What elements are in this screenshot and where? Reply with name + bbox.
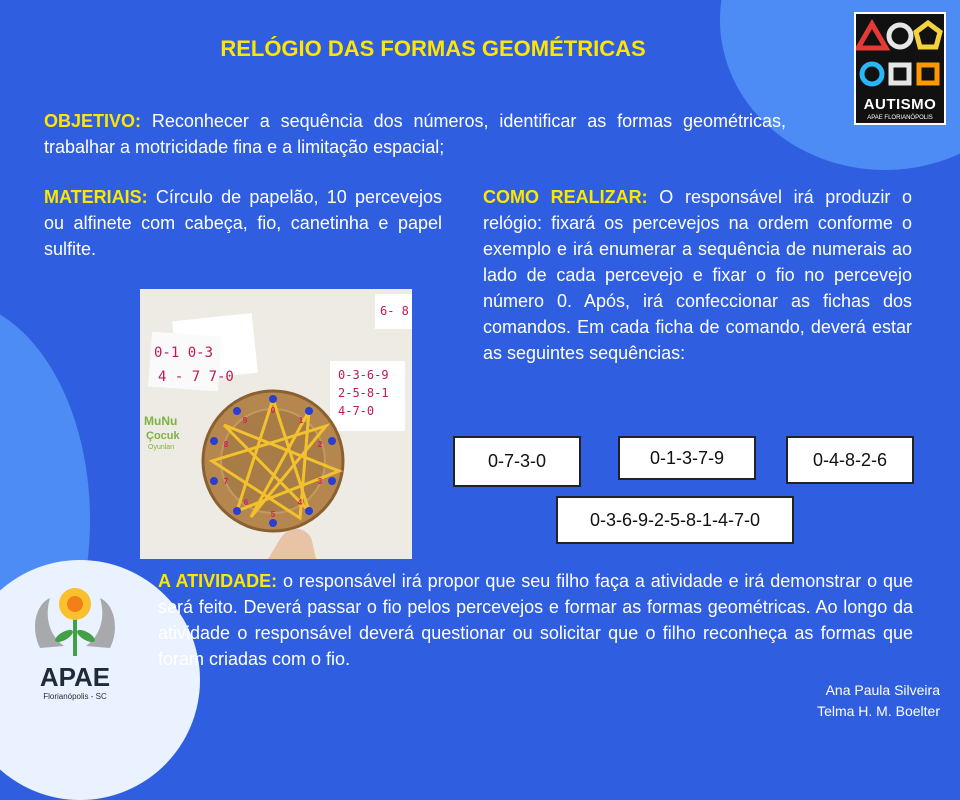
watermark-line-1: MuNu [144, 414, 178, 428]
autismo-brand-text: AUTISMO [863, 96, 937, 113]
autismo-logo [854, 12, 946, 125]
page-title: RELÓGIO DAS FORMAS GEOMÉTRICAS [220, 36, 646, 61]
objetivo-text: Reconhecer a sequência dos números, identificar as formas geométricas, trabalhar a motricidade fina e a limitação espacial; [44, 111, 786, 157]
dial-number-9: 9 [242, 416, 248, 425]
materiais-paragraph [44, 184, 442, 262]
photo-card-text-2: 4 - 7 7-0 [158, 369, 234, 385]
watermark-line-3: Oyunları [148, 444, 175, 451]
sequence-card-1: 0-7-3-0 [453, 436, 581, 487]
apae-place: Florianópolis - SC [43, 692, 107, 701]
photo-card-text-3: 0-3-6-9 [338, 368, 389, 382]
dial-number-6: 6 [243, 498, 249, 507]
sequence-card-2: 0-1-3-7-9 [618, 436, 756, 480]
dial-number-4: 4 [297, 498, 303, 507]
watermark-line-2: Çocuk [146, 430, 180, 442]
authors-block [817, 680, 940, 722]
dial-number-1: 1 [298, 416, 304, 425]
como-realizar-text: O responsável irá produzir o relógio: fixará os percevejos na ordem conforme o exemplo e irá enumerar a sequência de numerais ao lado de cada percevejo e fixar o fio no percevejo número 0. Após, irá confeccionar as fichas dos comandos. Em cada ficha de comando, deverá estar as seguintes sequências: [483, 187, 913, 363]
objetivo-label: OBJETIVO: [44, 111, 142, 131]
materiais-label: MATERIAIS: [44, 187, 148, 207]
atividade-label: A ATIVIDADE: [158, 571, 278, 591]
dial-number-7: 7 [223, 477, 229, 486]
dial-number-5: 5 [270, 510, 276, 519]
como-realizar-paragraph [483, 184, 912, 366]
photo-card-text-4: 2-5-8-1 [338, 386, 389, 400]
apae-logo [20, 578, 130, 706]
dial-number-0: 0 [270, 406, 276, 415]
dial-number-8: 8 [223, 440, 229, 449]
autismo-shapes-icon [856, 14, 944, 94]
photo-card-text-5: 4-7-0 [338, 404, 375, 418]
autismo-sub-text: APAE FLORIANÓPOLIS [867, 115, 933, 121]
author-1: Ana Paula Silveira [825, 682, 940, 698]
sequence-card-4: 0-3-6-9-2-5-8-1-4-7-0 [556, 496, 794, 544]
como-realizar-label: COMO REALIZAR: [483, 187, 648, 207]
sequence-card-3: 0-4-8-2-6 [786, 436, 914, 484]
apae-name: APAE [39, 662, 111, 692]
clock-activity-photo [140, 289, 412, 559]
sunflower-hands-icon [20, 578, 130, 662]
materiais-text: Círculo de papelão, 10 percevejos ou alfinete com cabeça, fio, canetinha e papel sulfite. [44, 187, 442, 259]
dial-number-2: 2 [317, 440, 323, 449]
atividade-paragraph [158, 568, 913, 672]
photo-card-text-6: 6- 8 [380, 304, 409, 318]
objetivo-paragraph [44, 108, 786, 160]
photo-card-text-1: 0-1 0-3 [154, 345, 214, 361]
dial-number-3: 3 [317, 477, 323, 486]
atividade-text: o responsável irá propor que seu filho faça a atividade e irá demonstrar o que será feito. Deverá passar o fio pelos percevejos e formar as formas geométricas. Ao longo da atividade o responsável deverá questionar ou solicitar que o filho reconheça as formas que foram criadas com o fio. [158, 571, 914, 669]
author-2: Telma H. M. Boelter [817, 703, 940, 719]
